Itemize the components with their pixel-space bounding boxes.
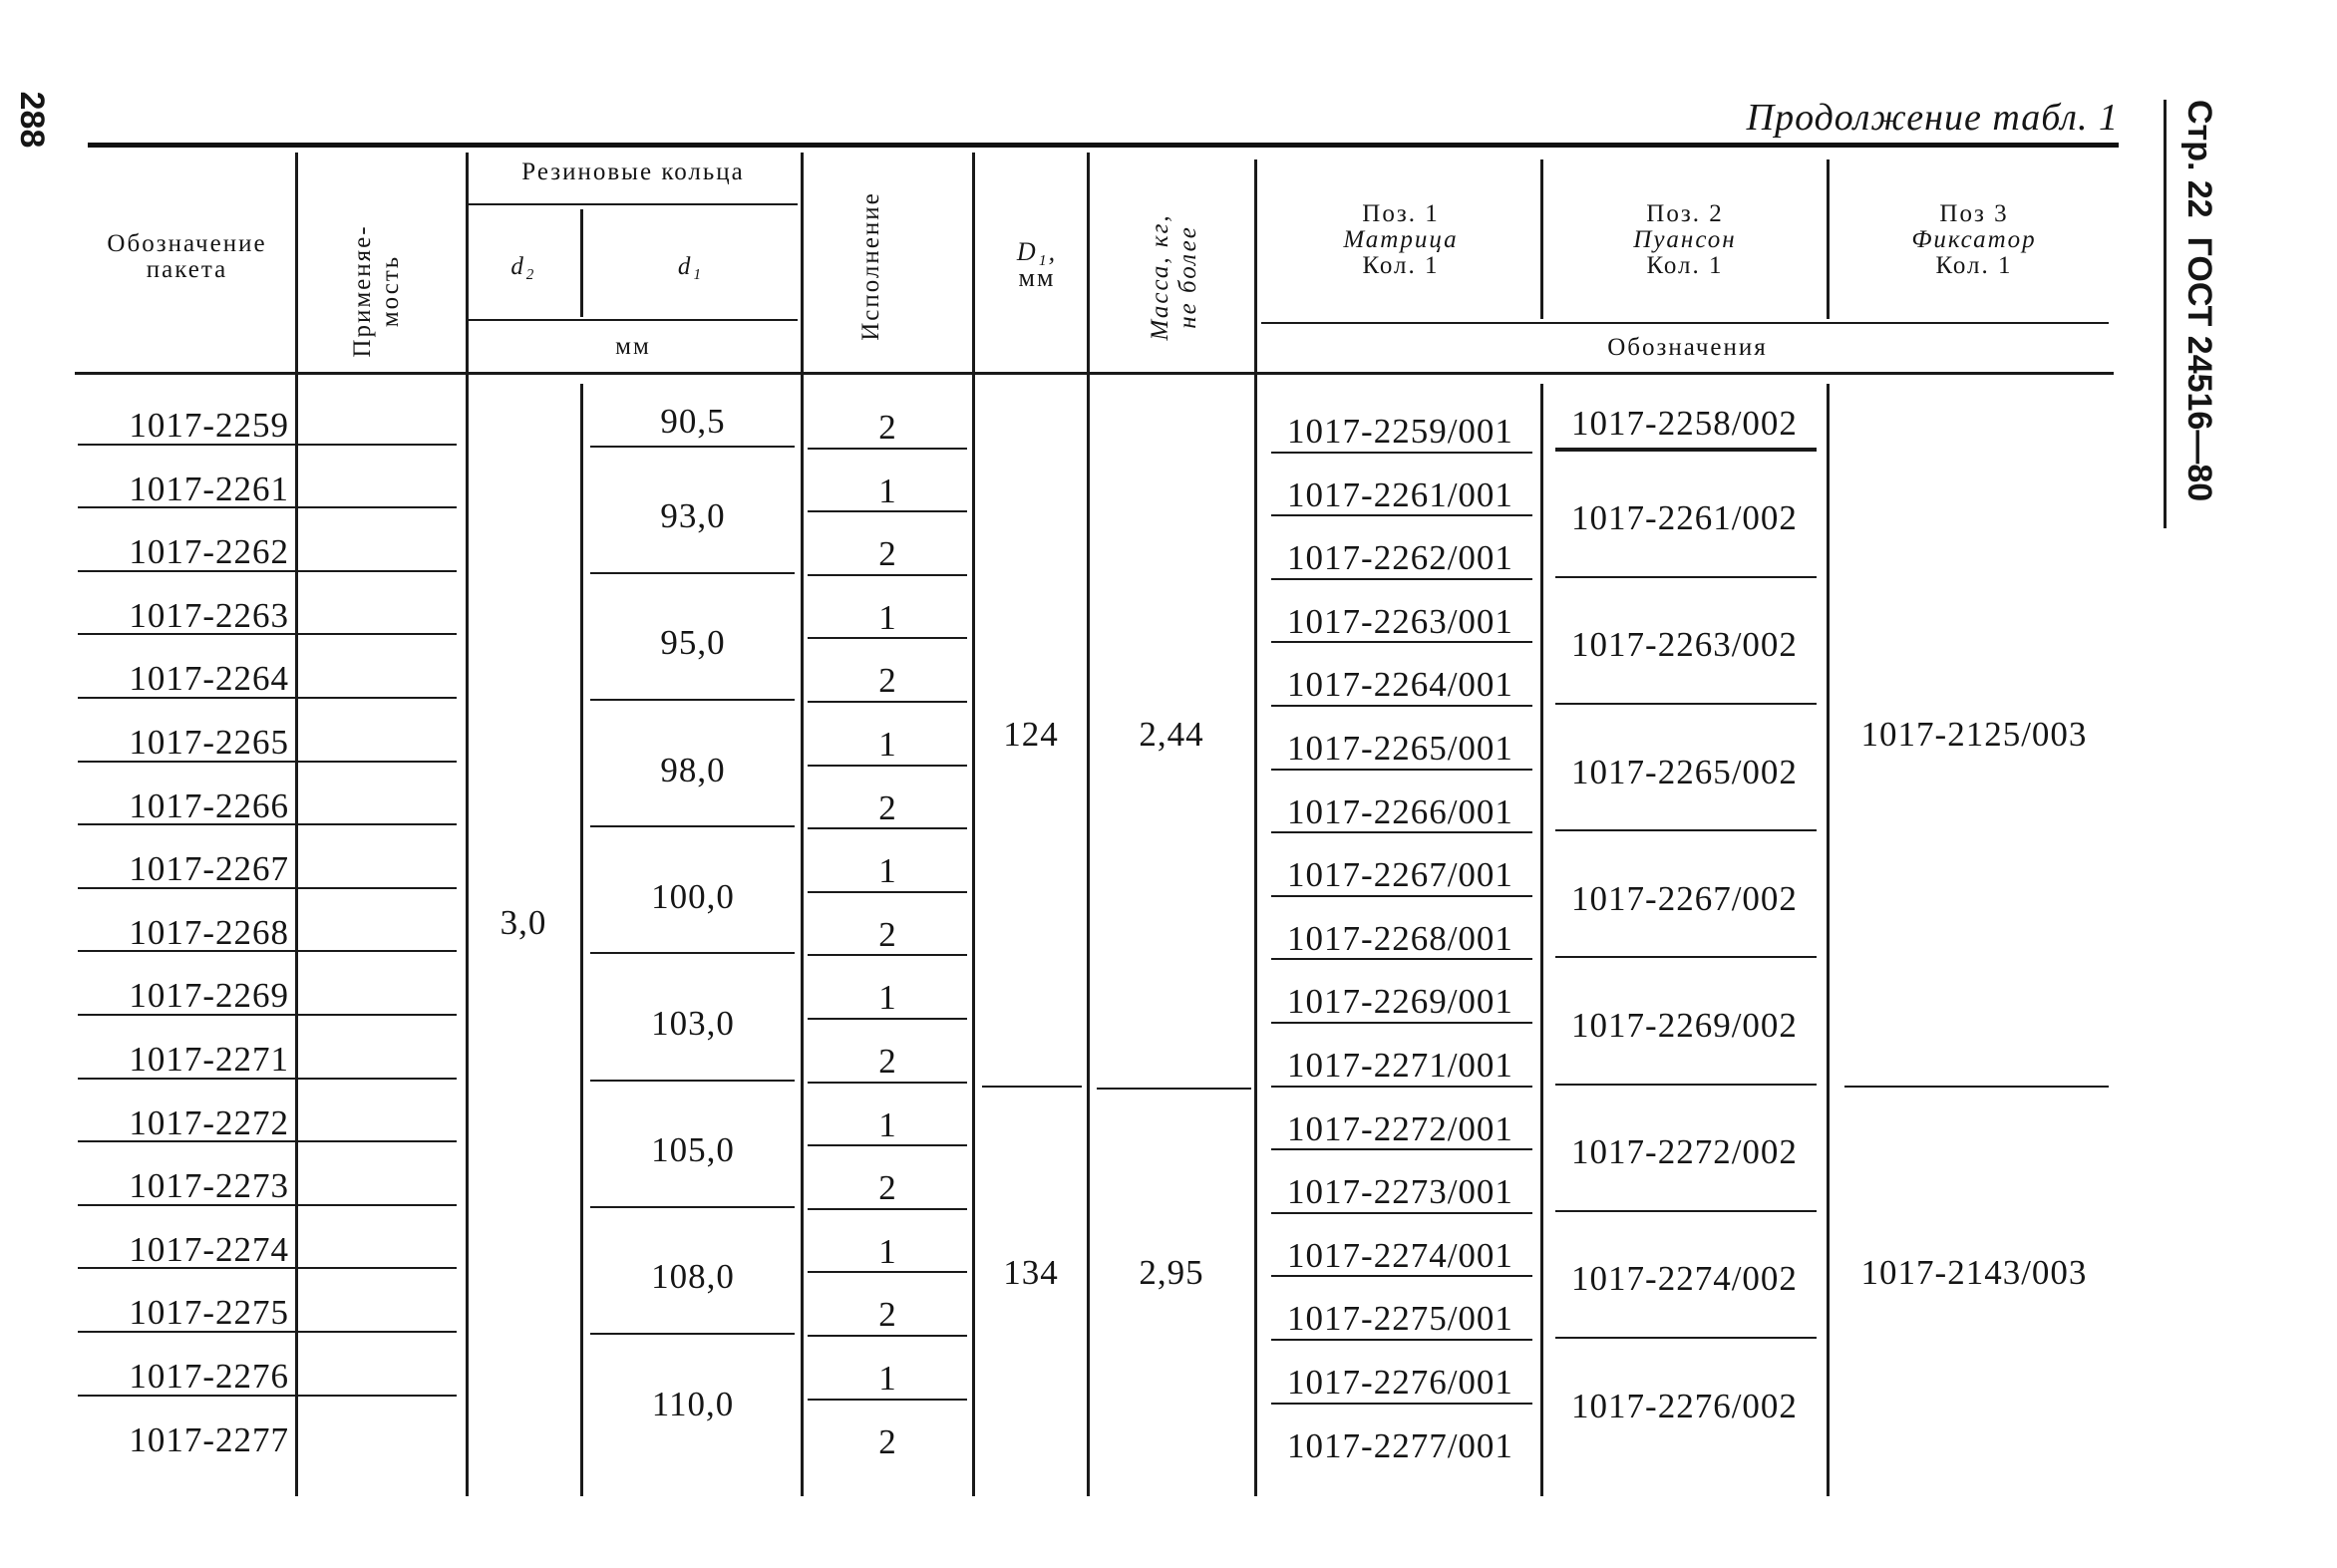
row-line-code — [78, 1395, 457, 1397]
header-d1: d₁ — [677, 253, 704, 280]
pos1-designation: 1017-2262/001 — [1287, 538, 1513, 578]
row-line-code — [78, 950, 457, 952]
pos1-designation: 1017-2275/001 — [1287, 1299, 1513, 1339]
package-code: 1017-2267 — [129, 849, 289, 889]
row-line-exec — [808, 1208, 967, 1210]
pos2-designation: 1017-2258/002 — [1571, 403, 1798, 443]
row-line-code — [78, 1204, 457, 1206]
row-line-pos1 — [1271, 895, 1532, 897]
pos2-designation: 1017-2269/002 — [1571, 1006, 1798, 1045]
row-line-pos1 — [1271, 1022, 1532, 1024]
execution-value: 1 — [878, 597, 897, 637]
row-line-code — [78, 1331, 457, 1333]
row-line-code — [78, 1014, 457, 1016]
pos1-designation: 1017-2276/001 — [1287, 1363, 1513, 1402]
row-line-pos1 — [1271, 1339, 1532, 1341]
header-divider-pos1-pos2 — [1540, 159, 1543, 319]
header-divider-pos2-pos3 — [1827, 159, 1830, 319]
header-designation: Обозначение пакета — [107, 230, 267, 283]
pos1-designation: 1017-2263/001 — [1287, 601, 1513, 641]
execution-value: 2 — [878, 1295, 897, 1335]
package-code: 1017-2275 — [129, 1293, 289, 1333]
row-line-code — [78, 506, 457, 508]
header-pos2: Поз. 2 Пуансон Кол. 1 — [1633, 200, 1737, 279]
header-D1-symbol: D₁, — [1016, 237, 1058, 266]
pos3-designation: 1017-2143/003 — [1860, 1253, 2088, 1293]
pos1-designation: 1017-2277/001 — [1287, 1425, 1513, 1465]
row-line-exec — [808, 954, 967, 956]
execution-value: 2 — [878, 1042, 897, 1081]
group-line-pos2 — [1555, 1084, 1817, 1086]
row-line-pos1 — [1271, 1148, 1532, 1150]
row-line-pos1 — [1271, 1403, 1532, 1405]
row-line-code — [78, 570, 457, 572]
top-rule — [88, 143, 2119, 148]
package-code: 1017-2265 — [129, 723, 289, 762]
row-line-exec — [808, 510, 967, 512]
group-line-d1 — [590, 825, 795, 827]
package-code: 1017-2261 — [129, 469, 289, 508]
row-line-code — [78, 444, 457, 446]
header-line-rubber — [469, 203, 798, 205]
d1-value: 90,5 — [660, 401, 726, 441]
package-code: 1017-2259 — [129, 406, 289, 445]
execution-value: 2 — [878, 1168, 897, 1208]
group-line-pos3 — [1844, 1086, 2109, 1088]
execution-value: 1 — [878, 851, 897, 891]
row-line-pos1 — [1271, 1212, 1532, 1214]
package-code: 1017-2276 — [129, 1357, 289, 1396]
group-line-mass — [1097, 1088, 1251, 1090]
package-code: 1017-2271 — [129, 1040, 289, 1079]
row-line-pos1 — [1271, 514, 1532, 516]
group-line-pos2 — [1555, 1210, 1817, 1212]
pos1-designation: 1017-2274/001 — [1287, 1235, 1513, 1275]
row-line-exec — [808, 448, 967, 450]
d1-value: 100,0 — [651, 876, 735, 916]
mass-value: 2,95 — [1139, 1253, 1204, 1293]
header-D1-unit: мм — [1018, 263, 1056, 292]
header-d2: d₂ — [510, 253, 536, 280]
execution-value: 1 — [878, 470, 897, 510]
row-line-code — [78, 887, 457, 889]
execution-value: 1 — [878, 725, 897, 764]
execution-value: 2 — [878, 787, 897, 827]
col-divider-5 — [972, 153, 975, 1496]
group-line-d1 — [590, 1206, 795, 1208]
D1-value: 124 — [1003, 714, 1059, 754]
d1-value: 98,0 — [660, 750, 726, 789]
row-line-exec — [808, 1144, 967, 1146]
package-code: 1017-2263 — [129, 595, 289, 635]
package-code: 1017-2266 — [129, 785, 289, 825]
d1-value: 110,0 — [651, 1384, 735, 1423]
col-divider-7 — [1254, 159, 1257, 1496]
d1-value: 105,0 — [651, 1130, 735, 1170]
pos1-designation: 1017-2264/001 — [1287, 665, 1513, 705]
col-divider-6 — [1087, 153, 1090, 1496]
row-line-exec — [808, 1271, 967, 1273]
col-divider-2 — [466, 153, 469, 1496]
pos2-designation: 1017-2263/002 — [1571, 625, 1798, 665]
pos1-designation: 1017-2267/001 — [1287, 855, 1513, 895]
pos1-designation: 1017-2271/001 — [1287, 1046, 1513, 1085]
row-line-code — [78, 823, 457, 825]
D1-value: 134 — [1003, 1253, 1059, 1293]
group-line-d1 — [590, 446, 795, 448]
pos1-designation: 1017-2268/001 — [1287, 918, 1513, 958]
row-line-code — [78, 761, 457, 763]
execution-value: 1 — [878, 1359, 897, 1398]
row-line-code — [78, 633, 457, 635]
col-divider-4 — [801, 153, 804, 1496]
col-divider-9 — [1827, 384, 1830, 1496]
header-bottom-rule — [75, 372, 2114, 375]
pos1-designation: 1017-2272/001 — [1287, 1108, 1513, 1148]
group-line-pos2 — [1555, 829, 1817, 831]
execution-value: 2 — [878, 1421, 897, 1461]
row-line-code — [78, 697, 457, 699]
group-line-pos2-top — [1555, 448, 1817, 450]
package-code: 1017-2274 — [129, 1229, 289, 1269]
row-line-exec — [808, 574, 967, 576]
group-line-d1 — [590, 699, 795, 701]
pos1-designation: 1017-2265/001 — [1287, 729, 1513, 768]
row-line-pos1 — [1271, 769, 1532, 771]
execution-value: 1 — [878, 978, 897, 1018]
pos2-designation: 1017-2276/002 — [1571, 1386, 1798, 1425]
row-line-exec — [808, 1399, 967, 1401]
col-divider-3 — [580, 384, 583, 1496]
continuation-caption: Продолжение табл. 1 — [1746, 97, 2119, 139]
standard-number: ГОСТ 24516—80 — [2180, 236, 2218, 502]
group-line-pos2 — [1555, 703, 1817, 705]
header-line-d — [469, 319, 798, 321]
execution-value: 2 — [878, 914, 897, 954]
header-rubber-rings: Резиновые кольца — [521, 158, 745, 185]
row-line-pos1 — [1271, 452, 1532, 454]
execution-value: 1 — [878, 1231, 897, 1271]
execution-value: 1 — [878, 1104, 897, 1144]
group-line-d1 — [590, 1080, 795, 1082]
pos1-designation: 1017-2269/001 — [1287, 982, 1513, 1022]
package-code: 1017-2277 — [129, 1419, 289, 1459]
row-line-pos1 — [1271, 1275, 1532, 1277]
row-line-code — [78, 1078, 457, 1080]
row-line-pos1 — [1271, 578, 1532, 580]
d1-value: 95,0 — [660, 623, 726, 663]
d1-value: 108,0 — [651, 1257, 735, 1297]
group-line-pos2 — [1555, 956, 1817, 958]
header-execution: Исполнение — [857, 191, 884, 341]
package-code: 1017-2262 — [129, 532, 289, 572]
page-number: 288 — [13, 91, 51, 149]
group-line-pos2 — [1555, 450, 1817, 452]
row-line-pos1 — [1271, 958, 1532, 960]
group-line-D1 — [982, 1086, 1082, 1088]
package-code: 1017-2269 — [129, 976, 289, 1016]
row-line-exec — [808, 827, 967, 829]
group-line-pos2 — [1555, 1337, 1817, 1339]
col-divider-8 — [1540, 384, 1543, 1496]
d2-value: 3,0 — [500, 902, 547, 942]
package-code: 1017-2268 — [129, 912, 289, 952]
row-line-exec — [808, 637, 967, 639]
pos1-designation: 1017-2273/001 — [1287, 1172, 1513, 1212]
pos1-designation: 1017-2259/001 — [1287, 412, 1513, 451]
group-line-d1 — [590, 1333, 795, 1335]
row-line-code — [78, 1267, 457, 1269]
row-line-exec — [808, 1082, 967, 1084]
package-code: 1017-2273 — [129, 1166, 289, 1206]
row-line-pos1 — [1271, 705, 1532, 707]
row-line-pos1 — [1271, 1086, 1532, 1088]
header-pos1: Поз. 1 Матрица Кол. 1 — [1343, 200, 1459, 279]
side-rule — [2164, 100, 2167, 528]
row-line-pos1 — [1271, 641, 1532, 643]
standard-side-label — [2179, 100, 2218, 501]
d1-value: 93,0 — [660, 496, 726, 536]
header-D1 — [987, 239, 1087, 291]
package-code: 1017-2264 — [129, 659, 289, 699]
header-line-pos — [1261, 322, 2109, 324]
row-line-pos1 — [1271, 831, 1532, 833]
d1-value: 103,0 — [651, 1004, 735, 1043]
pos2-designation: 1017-2272/002 — [1571, 1132, 1798, 1172]
execution-value: 2 — [878, 408, 897, 447]
group-line-d1 — [590, 952, 795, 954]
pos1-designation: 1017-2261/001 — [1287, 474, 1513, 514]
row-line-exec — [808, 1018, 967, 1020]
pos1-designation: 1017-2266/001 — [1287, 791, 1513, 831]
row-line-exec — [808, 1335, 967, 1337]
row-line-exec — [808, 765, 967, 767]
header-pos3: Поз 3 Фиксатор Кол. 1 — [1911, 200, 2037, 279]
row-line-exec — [808, 701, 967, 703]
row-line-code — [78, 1140, 457, 1142]
mass-value: 2,44 — [1139, 714, 1204, 754]
execution-value: 2 — [878, 534, 897, 574]
pos3-designation: 1017-2125/003 — [1860, 714, 2088, 754]
header-mass: Масса, кг, не более — [1147, 213, 1201, 341]
pos2-designation: 1017-2267/002 — [1571, 878, 1798, 918]
pos2-designation: 1017-2265/002 — [1571, 752, 1798, 791]
header-applicability: Применяе- мость — [349, 224, 404, 358]
page-ref: Стр. 22 — [2180, 100, 2218, 218]
row-line-exec — [808, 891, 967, 893]
pos2-designation: 1017-2261/002 — [1571, 498, 1798, 538]
package-code: 1017-2272 — [129, 1102, 289, 1142]
execution-value: 2 — [878, 661, 897, 701]
header-designations: Обозначения — [1607, 334, 1768, 361]
pos2-designation: 1017-2274/002 — [1571, 1259, 1798, 1299]
header-divider-d2-d1 — [580, 209, 583, 317]
header-mm: мм — [615, 333, 651, 360]
group-line-d1 — [590, 572, 795, 574]
group-line-pos2 — [1555, 576, 1817, 578]
